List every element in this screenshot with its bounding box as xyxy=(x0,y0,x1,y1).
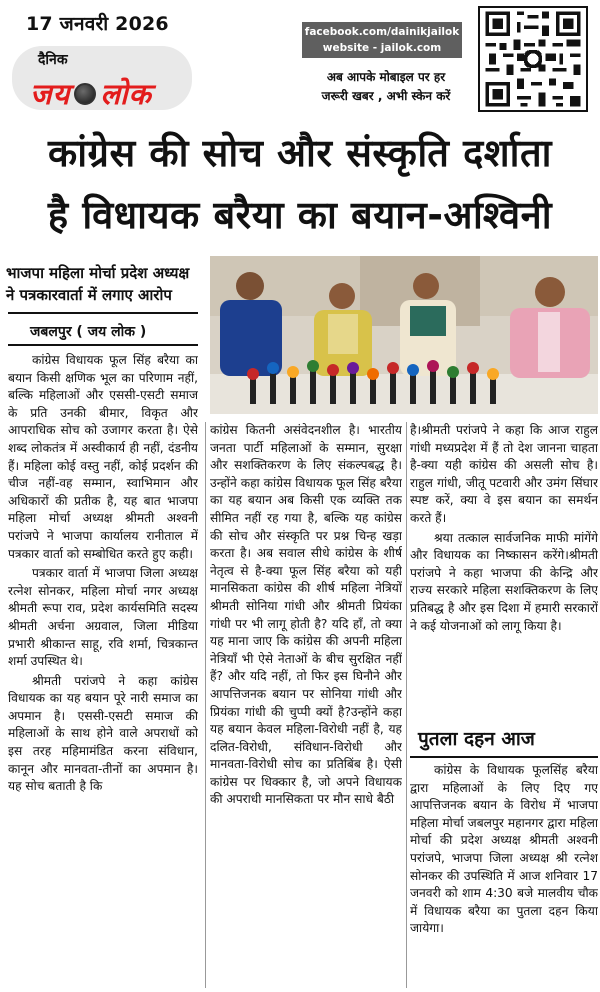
scan-promo-line2: जरूरी खबर , अभी स्केन करें xyxy=(321,89,451,103)
byline: जबलपुर ( जय लोक ) xyxy=(30,324,147,340)
main-headline xyxy=(0,122,600,246)
divider xyxy=(8,312,198,314)
column-divider xyxy=(406,422,407,988)
press-conference-photo xyxy=(210,256,598,414)
headline-line2: है विधायक बरैया का बयान-अश्विनी xyxy=(47,193,553,237)
side-story-text xyxy=(410,762,598,984)
globe-icon xyxy=(74,83,96,105)
scan-promo-line1: अब आपके मोबाइल पर हर xyxy=(326,70,446,84)
logo-word-jai: जय xyxy=(30,77,71,111)
qr-code-icon[interactable] xyxy=(478,6,588,112)
article-column-3 xyxy=(410,422,598,722)
side-story-heading: पुतला दहन आज xyxy=(418,728,535,750)
article-column-2 xyxy=(210,422,402,984)
paragraph: है।श्रीमती परांजपे ने कहा कि आज राहुल गांधी मध्यप्रदेश में हैं तो देश जानना चाहता है-क्या यही कांग्रेस की असली सोच है। राहुल गांधी, जीतू पटवारी और उमंग सिंघार स्पष्ट करें, क्या वे इस बयान का समर्थन करते हैं। xyxy=(410,423,598,525)
article-column-1 xyxy=(8,352,198,984)
masthead xyxy=(0,0,600,118)
headline-line1: कांग्रेस की सोच और संस्कृति दर्शाता xyxy=(48,131,552,175)
paragraph: कांग्रेस कितनी असंवेदनशील है। भारतीय जनता पार्टी महिलाओं के सम्मान, सुरक्षा और सशक्तिकरण के लिए संकल्पबद्ध है। उन्होंने कहा कांग्रेस विधायक फूल सिंह बरैया का यह बयान अब किसी एक व्यक्ति तक सीमित नहीं रह गया है, बल्कि यह कांग्रेस की सोच और संस्कृति पर प्रश्न चिन्ह खड़ा करता है। अब सवाल सीधे कांग्रेस के शीर्ष नेतृत्व से है-क्या फूल सिंह बरैया को यही मानसिकता कांग्रेस की शीर्ष महिला नेत्रियों श्रीमती सोनिया गांधी और श्रीमती प्रियंका गांधी पर भी लागू होती है? यदि हाँ, तो क्या यह माना जाए कि कांग्रेस की अपनी महिला नेत्रियाँ भी ऐसे नेताओं के बीच सुरक्षित नहीं हैं? और यदि नहीं, तो फिर इस घिनौने और आपत्तिजनक बयान पर सोनिया गांधी और प्रियंका गांधी की चुप्पी क्यों है?उन्होंने कहा यह बयान केवल महिला-विरोधी नहीं है, यह दलित-विरोधी, संविधान-विरोधी और मानवता-विरोधी सोच का प्रतिबिंब है। ऐसी कांग्रेस पर धिक्कार है, जो अपने विधायक की अपराधी मानसिकता पर मौन साधे बैठी xyxy=(210,423,402,807)
paragraph: पत्रकार वार्ता में भाजपा जिला अध्यक्ष रत्नेश सोनकर, महिला मोर्चा नगर अध्यक्ष श्रीमती रूपा राव, प्रदेश कार्यसमिति सदस्य श्रीमती अर्चना अग्रवाल, जिला मीडिया प्रभारी श्रीकान्त साहू, रवि शर्मा, चित्रकान्त शर्मा उपस्थित थे। xyxy=(8,566,198,669)
sub-headline: भाजपा महिला मोर्चा प्रदेश अध्यक्ष ने पत्रकारवार्ता में लगाए आरोप xyxy=(6,264,190,304)
social-links-box xyxy=(302,22,462,58)
paragraph: कांग्रेस के विधायक फूलसिंह बरैया द्वारा महिलाओं के लिए दिए गए आपत्तिजनक बयान के विरोध में भाजपा महिला मोर्चा जबलपुर महानगर द्वारा महिला मोर्चा की प्रदेश अध्यक्ष श्रीमती अश्वनी परांजपे, भाजपा जिला अध्यक्ष श्री रत्नेश सोनकर की उपस्थिति में आज शनिवार 17 जनवरी को शाम 4:30 बजे मालवीय चौक में विधायक बरैया का पुतला दहन किया जायेगा। xyxy=(410,763,598,936)
newspaper-logo xyxy=(30,74,152,113)
paragraph: श्रया तत्काल सार्वजनिक माफी मांगेंगे और विधायक का निष्कासन करेंगे।श्रीमती परांजपे ने कहा भाजपा की केन्द्रि और राज्य सरकारे महिला सशक्तिकरण के लिए प्रतिबद्ध है और इस दिशा में हमारी सरकारों ने कई योजनाओं को लागू किया है। xyxy=(410,530,598,633)
divider xyxy=(410,756,598,758)
paragraph: कांग्रेस विधायक फूल सिंह बरैया का बयान किसी क्षणिक भूल का परिणाम नहीं, बल्कि महिलाओं और एससी-एसटी समाज के प्रति उनकी बीमार, विकृत और आपराधिक सोच को उजागर करता है। ऐसे शब्द लोकतंत्र में अस्वीकार्य ही नहीं, दंडनीय हैं। महिला कोई वस्तु नहीं, कोई प्रदर्शन की चीज नहीं-वह सम्मान, स्वाभिमान और अधिकारों की प्रतीक है, यह बात भाजपा महिला मोर्चा अध्यक्ष श्रीमती अश्वनी परांजपे ने भाजपा कार्यालय रानीताल में पत्रकार वार्ता को सम्बोधित करते हुए कही। xyxy=(8,353,198,561)
facebook-link[interactable]: facebook.com/dainikjailok xyxy=(304,26,460,38)
website-link[interactable]: website - jailok.com xyxy=(322,42,442,54)
paragraph: श्रीमती परांजपे ने कहा कांग्रेस विधायक का यह बयान पूरे नारी समाज का अपमान है। एससी-एसटी समाज की महिलाओं के साथ होने वाले अपराधों को इस तरह महिमामंडित करना संविधान, कानून और मानवता-तीनों का अपमान है। यह सोच बताती है कि xyxy=(8,673,198,794)
logo-daily-label: दैनिक xyxy=(38,52,68,68)
side-story-heading-box xyxy=(410,724,598,758)
column-divider xyxy=(205,422,206,988)
logo-word-lok: लोक xyxy=(100,77,152,111)
scan-promo-text xyxy=(300,68,472,106)
divider xyxy=(8,344,198,346)
edition-date: 17 जनवरी 2026 xyxy=(26,13,169,35)
